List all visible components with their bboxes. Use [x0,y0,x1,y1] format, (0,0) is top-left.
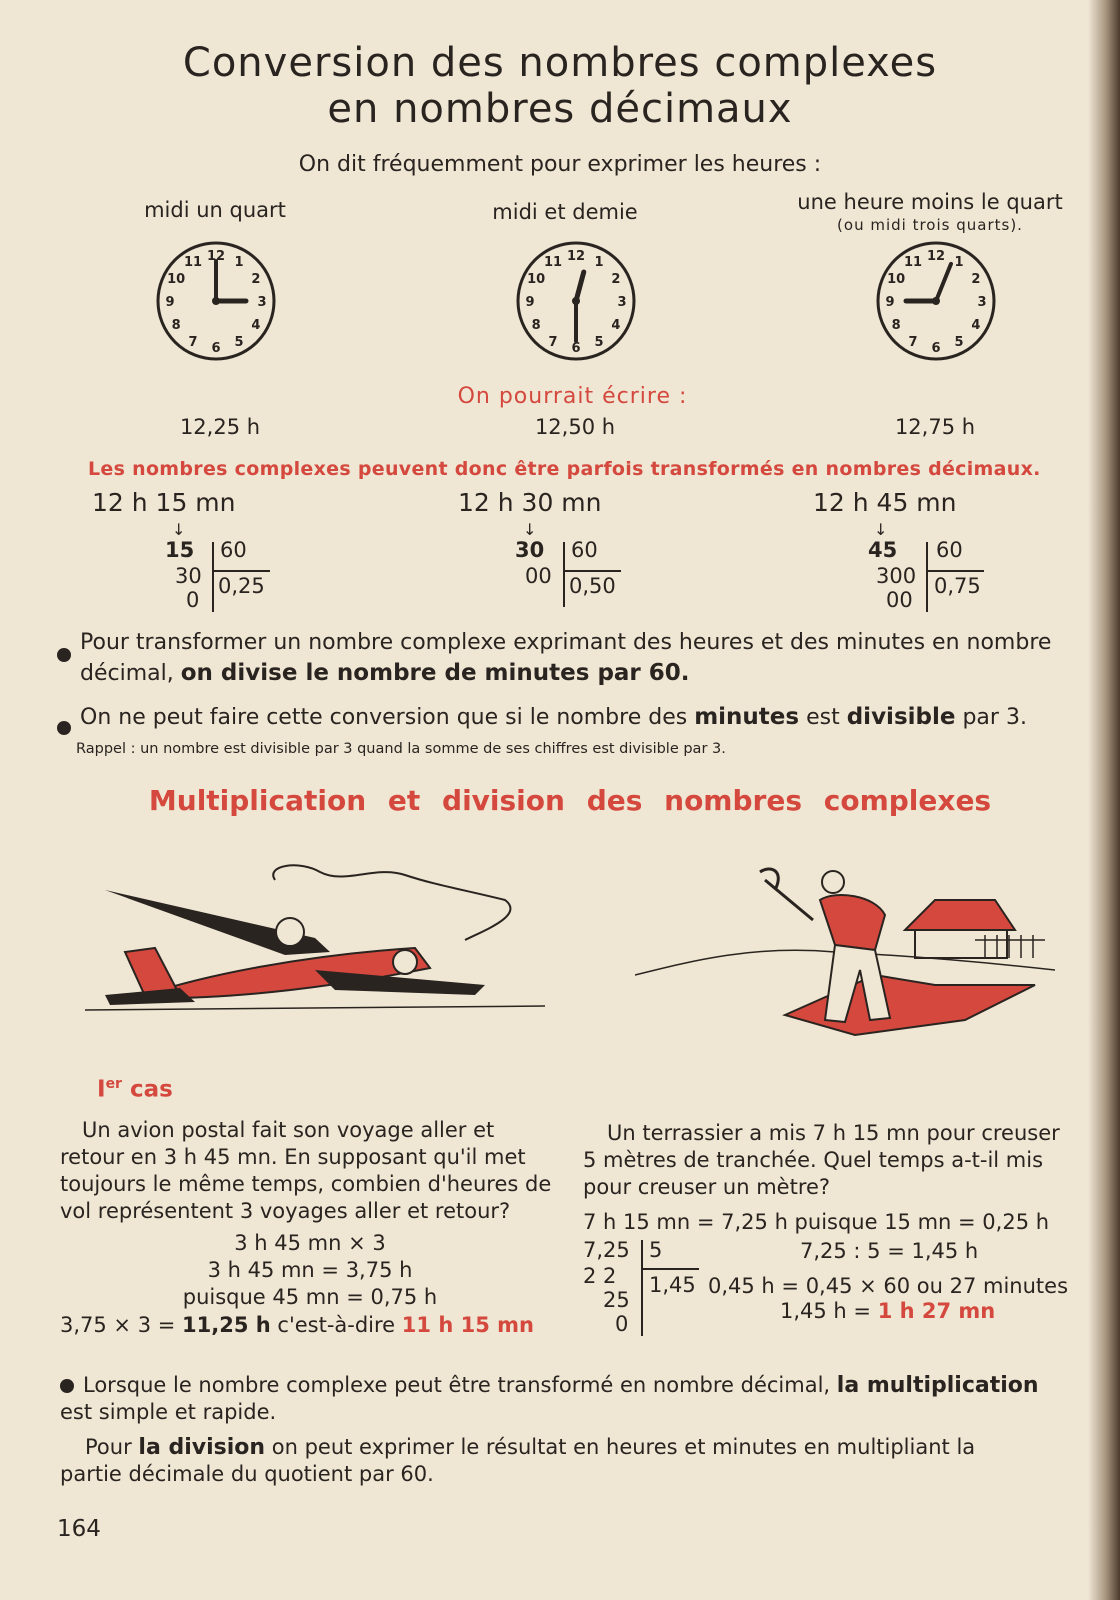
title-line-2: en nombres décimaux [327,86,793,132]
right-division [583,1238,703,1348]
division-2-quotient: 0,50 [569,574,616,598]
house-roof [905,900,1015,930]
conclusion-1-bold: la multiplication [836,1373,1039,1398]
airplane-illustration [85,860,555,1030]
left-problem-line: Un avion postal fait son voyage aller et [82,1118,495,1142]
page-title [0,40,1120,132]
clock-number: 1 [594,255,604,271]
clock-number: 2 [971,272,981,287]
example-3-expr: 12 h 45 mn [813,488,957,517]
division-1-remainder-1: 30 [175,564,202,588]
left-problem-line: vol représentent 3 voyages aller et retour? [60,1199,511,1223]
right-calc-3: 0,45 h = 0,45 × 60 ou 27 minutes [708,1274,1069,1298]
clock-number: 9 [885,295,895,310]
sky-line [273,865,510,940]
left-result [60,1312,534,1339]
clock-number: 1 [954,255,964,271]
title-line-1: Conversion des nombres complexes [182,40,938,86]
clock-3-label: une heure moins le quart [797,190,1063,214]
division-1-quotient: 0,25 [218,574,265,598]
tail-fin [125,948,177,996]
left-problem-line: retour en 3 h 45 mn. En supposant qu'il met [60,1145,526,1169]
rule-2-text-2: est [806,705,840,730]
could-write-label: On pourrait écrire : [457,384,688,409]
clock-number: 6 [571,341,581,356]
down-arrow: ↓ [172,520,186,539]
right-division-divisor: 5 [649,1238,663,1262]
division-3 [868,520,1020,620]
clock-1-label: midi un quart [144,198,286,222]
clock-1 [155,240,277,362]
clock-1-decimal: 12,25 h [179,415,261,439]
clock-number: 5 [234,334,244,350]
clock-number: 12 [566,249,586,264]
rule-2-bold-divisible: divisible [846,704,956,730]
left-result-bold: 11,25 h [182,1313,271,1337]
down-arrow: ↓ [874,520,888,539]
worker-head [822,871,844,893]
division-1-dividend: 15 [165,538,195,562]
clock-number: 4 [971,318,981,333]
rule-1 [80,628,1090,689]
clock-number: 10 [887,272,906,287]
rule-2-text: On ne peut faire cette conversion que si le nombre des [80,705,688,730]
clock-center [932,297,940,305]
case-label [97,1076,173,1103]
clock-number: 3 [617,295,627,310]
left-result-mid: c'est-à-dire [277,1313,396,1337]
reminder-text: Rappel : un nombre est divisible par 3 quand la somme de ses chiffres est divisible par 3. [76,741,726,757]
example-2-expr: 12 h 30 mn [458,488,602,517]
clock-2-decimal: 12,50 h [534,415,616,439]
division-bar [563,542,565,607]
clock-3-sublabel: (ou midi trois quarts). [837,216,1023,234]
clock-number: 2 [251,272,261,287]
clock-number: 12 [926,249,946,264]
example-1-expr: 12 h 15 mn [92,488,236,517]
clock-number: 12 [206,249,226,264]
trench-earth [785,975,1035,1035]
clock-2 [515,240,637,362]
case-number: I [97,1076,106,1103]
bullet-icon [57,721,71,735]
clock-number: 11 [543,255,563,271]
right-problem-line: 5 mètres de tranchée. Quel temps a-t-il mis [583,1148,1044,1172]
page-number: 164 [57,1516,101,1542]
division-2-divisor: 60 [571,538,598,562]
rule-1-text: Pour transformer un nombre complexe exprimant des heures et des minutes en nombre [80,630,1052,655]
right-problem-line: pour creuser un mètre? [583,1175,831,1199]
division-3-dividend: 45 [868,538,898,562]
clock-number: 3 [977,295,987,310]
rule-2 [80,704,1090,731]
clock-number: 4 [611,318,621,333]
right-calc-1: 7 h 15 mn = 7,25 h puisque 15 mn = 0,25 h [583,1210,1050,1234]
propeller-left [276,918,304,946]
division-bar [563,570,621,572]
rule-red-text: Les nombres complexes peuvent donc être parfois transformés en nombres décimaux. [88,458,1041,480]
right-problem-line: Un terrassier a mis 7 h 15 mn pour creuser [607,1121,1060,1145]
fence [975,935,1045,958]
clock-number: 8 [171,318,181,333]
rule-2-text-3: par 3. [962,705,1027,730]
intro-text: On dit fréquemment pour exprimer les heures : [298,152,822,177]
clock-number: 5 [594,334,604,350]
clock-number: 1 [234,255,244,271]
down-arrow: ↓ [523,520,537,539]
left-result-red: 11 h 15 mn [401,1313,534,1337]
left-calc-1: 3 h 45 mn × 3 [234,1231,386,1255]
conclusion-2-bold: la division [138,1435,266,1460]
clock-number: 6 [211,341,221,356]
division-bar [212,570,270,572]
house-wall [915,930,1007,958]
pickaxe [760,869,813,920]
clock-number: 4 [251,318,261,333]
bullet-icon [60,1379,74,1393]
right-calc-4-red: 1 h 27 mn [877,1299,996,1323]
right-problem-text [583,1120,1093,1201]
division-3-remainder-1: 300 [876,564,917,588]
bullet-icon [57,648,71,662]
right-division-remainder-2: 25 [603,1288,630,1312]
right-division-remainder-1: 2 2 [583,1264,617,1288]
clock-face [155,240,277,362]
clock-number: 7 [548,334,558,350]
clock-number: 6 [931,341,941,356]
right-calc-4 [780,1298,995,1325]
division-2-dividend: 30 [515,538,545,562]
division-3-divisor: 60 [936,538,963,562]
conclusion-2-text: Pour [85,1435,132,1459]
clock-number: 8 [891,318,901,333]
clock-number: 9 [165,295,175,310]
horizon-line [85,1006,545,1010]
clock-3 [875,240,997,362]
case-word: cas [129,1076,173,1103]
clock-number: 11 [183,255,203,271]
clock-face [875,240,997,362]
left-result-pre: 3,75 × 3 = [60,1313,176,1337]
division-1-remainder-2: 0 [186,588,200,612]
division-bar [926,542,928,612]
clock-number: 8 [531,318,541,333]
conclusion-1-end: est simple et rapide. [60,1400,277,1424]
clock-number: 5 [954,334,964,350]
rule-1-bold: on divise le nombre de minutes par 60. [180,660,690,686]
division-2-remainder-1: 00 [525,564,552,588]
clock-center [212,297,220,305]
clock-number: 7 [188,334,198,350]
clock-center [572,297,580,305]
left-calc-2: 3 h 45 mn = 3,75 h [207,1258,413,1282]
conclusion-1 [83,1372,1093,1399]
division-2 [515,520,655,620]
worker-illustration [635,860,1055,1050]
left-calc-3: puisque 45 mn = 0,75 h [182,1285,438,1309]
right-division-remainder-3: 0 [615,1312,629,1336]
right-division-dividend: 7,25 [583,1238,630,1262]
case-sup: er [105,1076,122,1092]
division-3-quotient: 0,75 [934,574,981,598]
rule-1-text-2: décimal, [80,661,174,686]
clock-number: 2 [611,272,621,287]
left-problem-line: toujours le même temps, combien d'heures de [60,1172,552,1196]
conclusion-1-text: Lorsque le nombre complexe peut être transformé en nombre décimal, [83,1373,831,1397]
clock-3-decimal: 12,75 h [894,415,976,439]
section-2-title: Multiplication et division des nombres complexes [148,784,992,817]
division-bar [926,570,984,572]
clock-2-label: midi et demie [492,200,638,224]
division-bar [641,1268,699,1270]
propeller-right [393,950,417,974]
division-1 [160,520,300,620]
right-calc-4-pre: 1,45 h = [780,1299,872,1323]
clock-number: 10 [167,272,186,287]
conclusion-2-end: partie décimale du quotient par 60. [60,1462,434,1486]
division-3-remainder-2: 00 [886,588,913,612]
rule-2-bold-minutes: minutes [694,704,800,730]
clock-minute-hand [936,264,951,301]
division-1-divisor: 60 [220,538,247,562]
conclusion-2 [85,1434,1095,1461]
clock-number: 3 [257,295,267,310]
left-problem-text [60,1117,560,1225]
clock-number: 7 [908,334,918,350]
division-bar [212,542,214,612]
conclusion-2-text-2: on peut exprimer le résultat en heures et minutes en multipliant la [271,1435,976,1459]
clock-number: 9 [525,295,535,310]
right-calc-2: 7,25 : 5 = 1,45 h [800,1239,979,1263]
clock-number: 11 [903,255,923,271]
worker-shirt [820,895,885,950]
right-division-quotient: 1,45 [649,1273,696,1297]
clock-face [515,240,637,362]
clock-hour-hand [576,272,584,301]
clock-number: 10 [527,272,546,287]
division-bar [641,1240,643,1336]
